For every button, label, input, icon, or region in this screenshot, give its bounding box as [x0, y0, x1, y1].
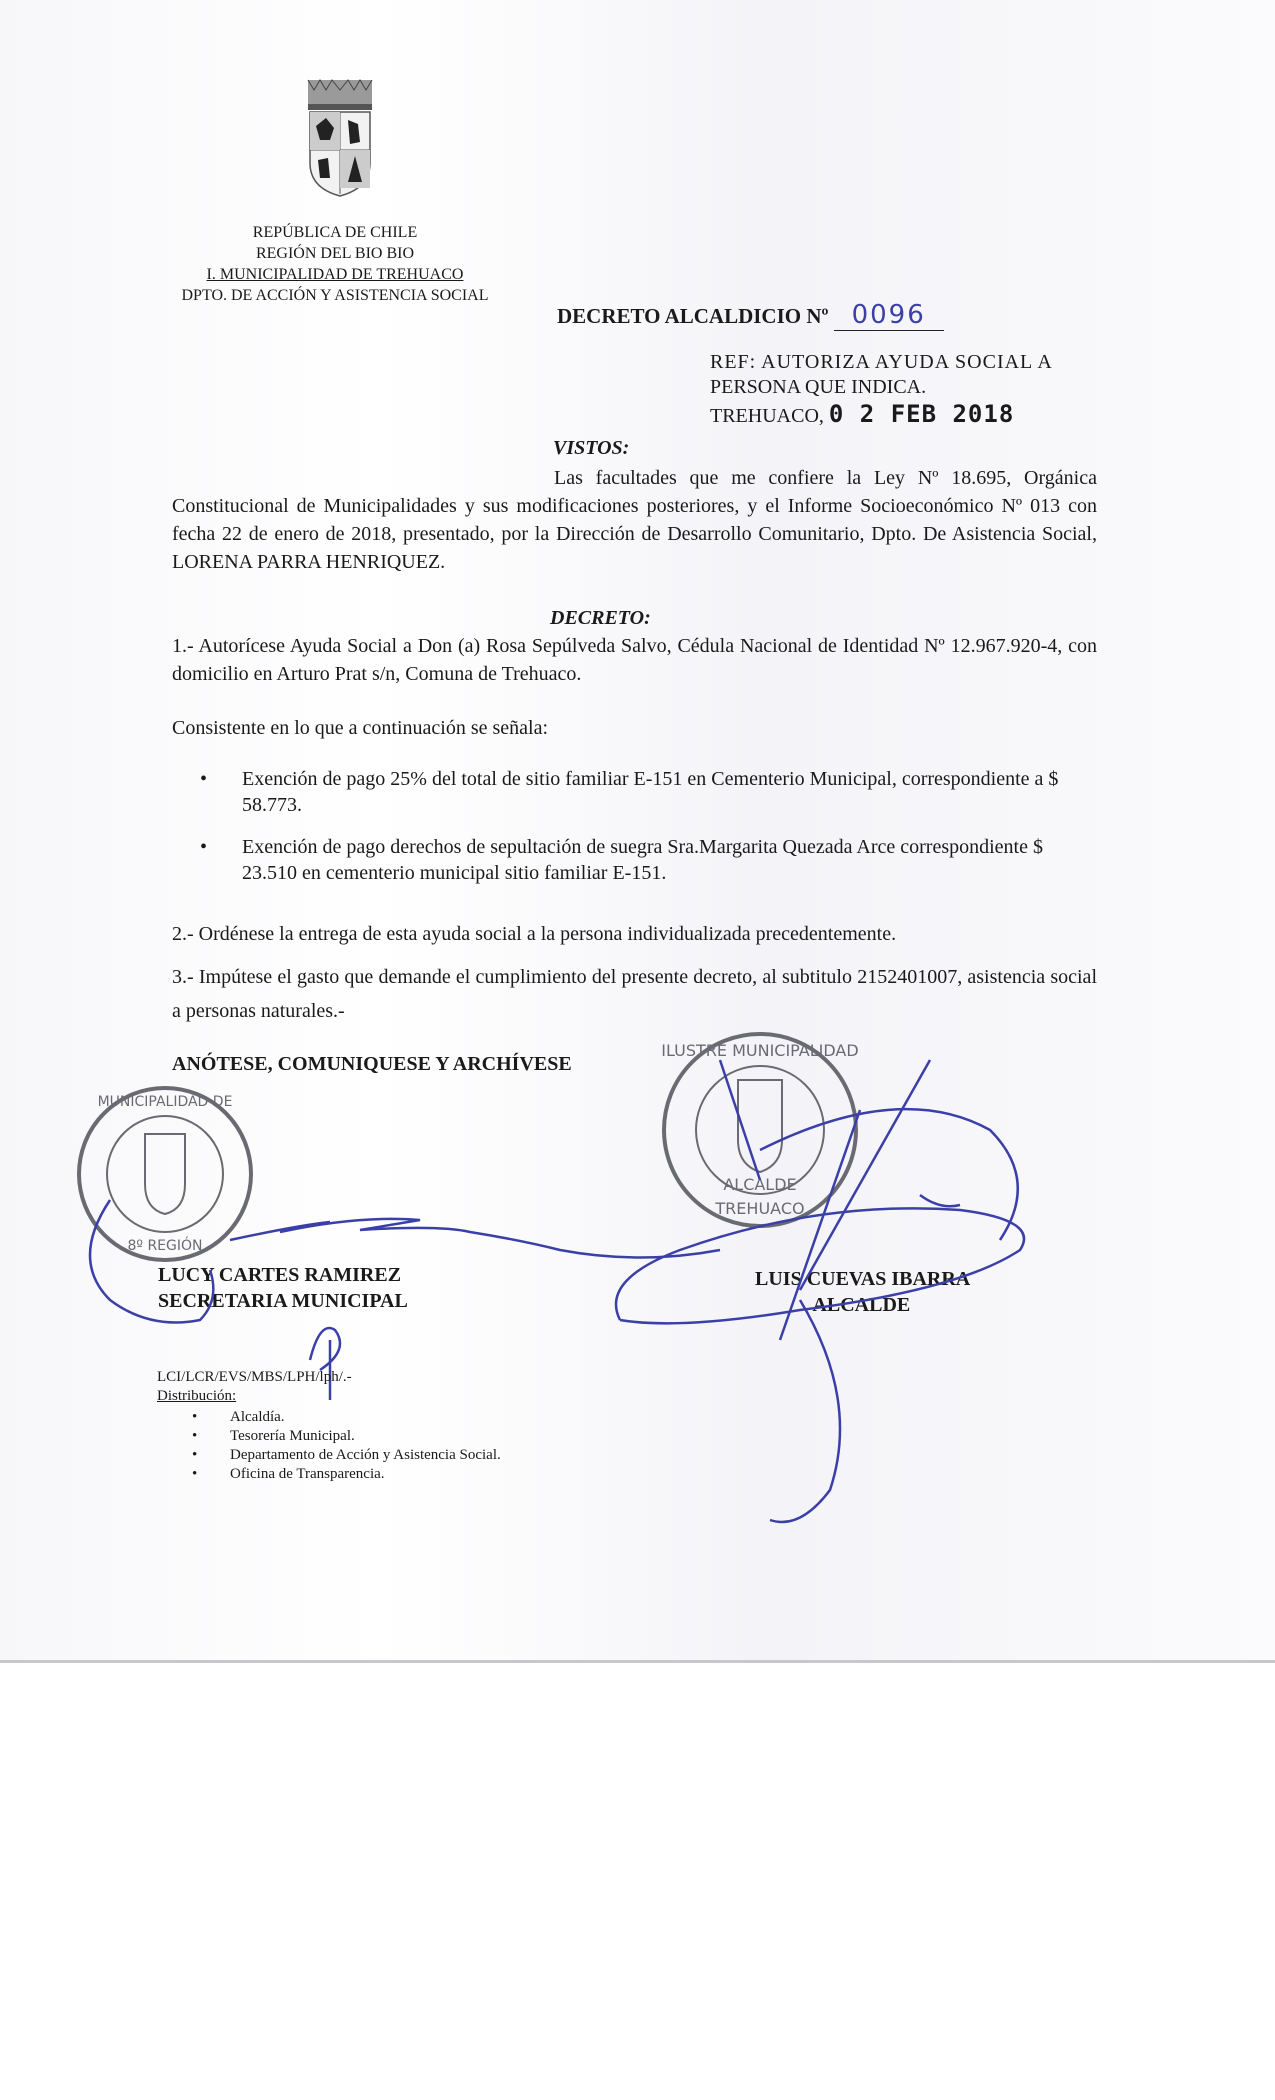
- decreto-heading: DECRETO:: [550, 607, 651, 629]
- distribution-label: Distribución:: [157, 1388, 237, 1404]
- signer-name: LUCY CARTES RAMIREZ: [158, 1264, 402, 1286]
- letterhead-line: I. MUNICIPALIDAD DE TREHUACO: [206, 266, 464, 283]
- ref-line: PERSONA QUE INDICA.: [710, 376, 927, 398]
- place: TREHUACO,: [710, 405, 824, 427]
- decreto-item-1: 1.- Autorícese Ayuda Social a Don (a) Rosa Sepúlveda Salvo, Cédula Nacional de Identidad Nº 12.967.920-4, con domicilio en Arturo Prat s/n, Comuna de Trehuaco.: [172, 635, 1097, 685]
- initials: LCI/LCR/EVS/MBS/LPH/lph/.-: [157, 1369, 352, 1385]
- distribution-item: • Departamento de Acción y Asistencia Social.: [157, 1446, 501, 1465]
- distribution-item: • Oficina de Transparencia.: [157, 1465, 501, 1484]
- distribution-block: [157, 1368, 501, 1484]
- signer-name: LUIS CUEVAS IBARRA: [755, 1268, 971, 1290]
- benefit-item: • Exención de pago derechos de sepultación de suegra Sra.Margarita Quezada Arce correspondiente $ 23.510 en cementerio municipal sitio familiar E-151.: [200, 834, 1095, 886]
- decreto-item-3: 3.- Impútese el gasto que demande el cumplimiento del presente decreto, al subtitulo 2152401007, asistencia social a personas naturales.-: [172, 966, 1097, 1022]
- benefit-item: • Exención de pago 25% del total de sitio familiar E-151 en Cementerio Municipal, correspondiente a $ 58.773.: [200, 766, 1095, 818]
- svg-text:TREHUACO: TREHUACO: [715, 1199, 805, 1218]
- decreto-item-2: 2.- Ordénese la entrega de esta ayuda social a la persona individualizada precedentemente.: [172, 923, 897, 945]
- ref-line: REF: AUTORIZA AYUDA SOCIAL A: [710, 351, 1053, 373]
- consistente-text: Consistente en lo que a continuación se señala:: [172, 717, 549, 739]
- distribution-list: [157, 1408, 501, 1484]
- closing-formula: ANÓTESE, COMUNIQUESE Y ARCHÍVESE: [172, 1053, 572, 1075]
- vistos-text: Las facultades que me confiere la Ley Nº 18.695, Orgánica Constitucional de Municipalidades y sus modificaciones posteriores, y el Informe Socioeconómico Nº 013 con fecha 22 de enero de 2018, presentado, por la Dirección de Desarrollo Comunitario, Dpto. De Asistencia Social, LORENA PARRA HENRIQUEZ.: [172, 467, 1097, 573]
- letterhead-line: DPTO. DE ACCIÓN Y ASISTENCIA SOCIAL: [181, 287, 489, 304]
- signer-title: SECRETARIA MUNICIPAL: [158, 1290, 408, 1312]
- letterhead-line: REGIÓN DEL BIO BIO: [255, 245, 415, 262]
- signer-title: ALCALDE: [812, 1294, 911, 1316]
- svg-text:ILUSTRE MUNICIPALIDAD: ILUSTRE MUNICIPALIDAD: [661, 1041, 859, 1060]
- decree-number: 0096: [834, 300, 944, 331]
- decree-label: DECRETO ALCALDICIO Nº: [557, 304, 829, 328]
- distribution-item: • Alcaldía.: [157, 1408, 501, 1427]
- distribution-item: • Tesorería Municipal.: [157, 1427, 501, 1446]
- svg-text:ALCALDE: ALCALDE: [723, 1175, 797, 1194]
- date-stamp: 0 2 FEB 2018: [828, 400, 1015, 428]
- vistos-heading: VISTOS:: [553, 437, 630, 459]
- svg-text:8º REGIÓN: 8º REGIÓN: [127, 1238, 203, 1254]
- letterhead-line: REPÚBLICA DE CHILE: [252, 224, 418, 241]
- svg-text:MUNICIPALIDAD DE: MUNICIPALIDAD DE: [97, 1094, 233, 1110]
